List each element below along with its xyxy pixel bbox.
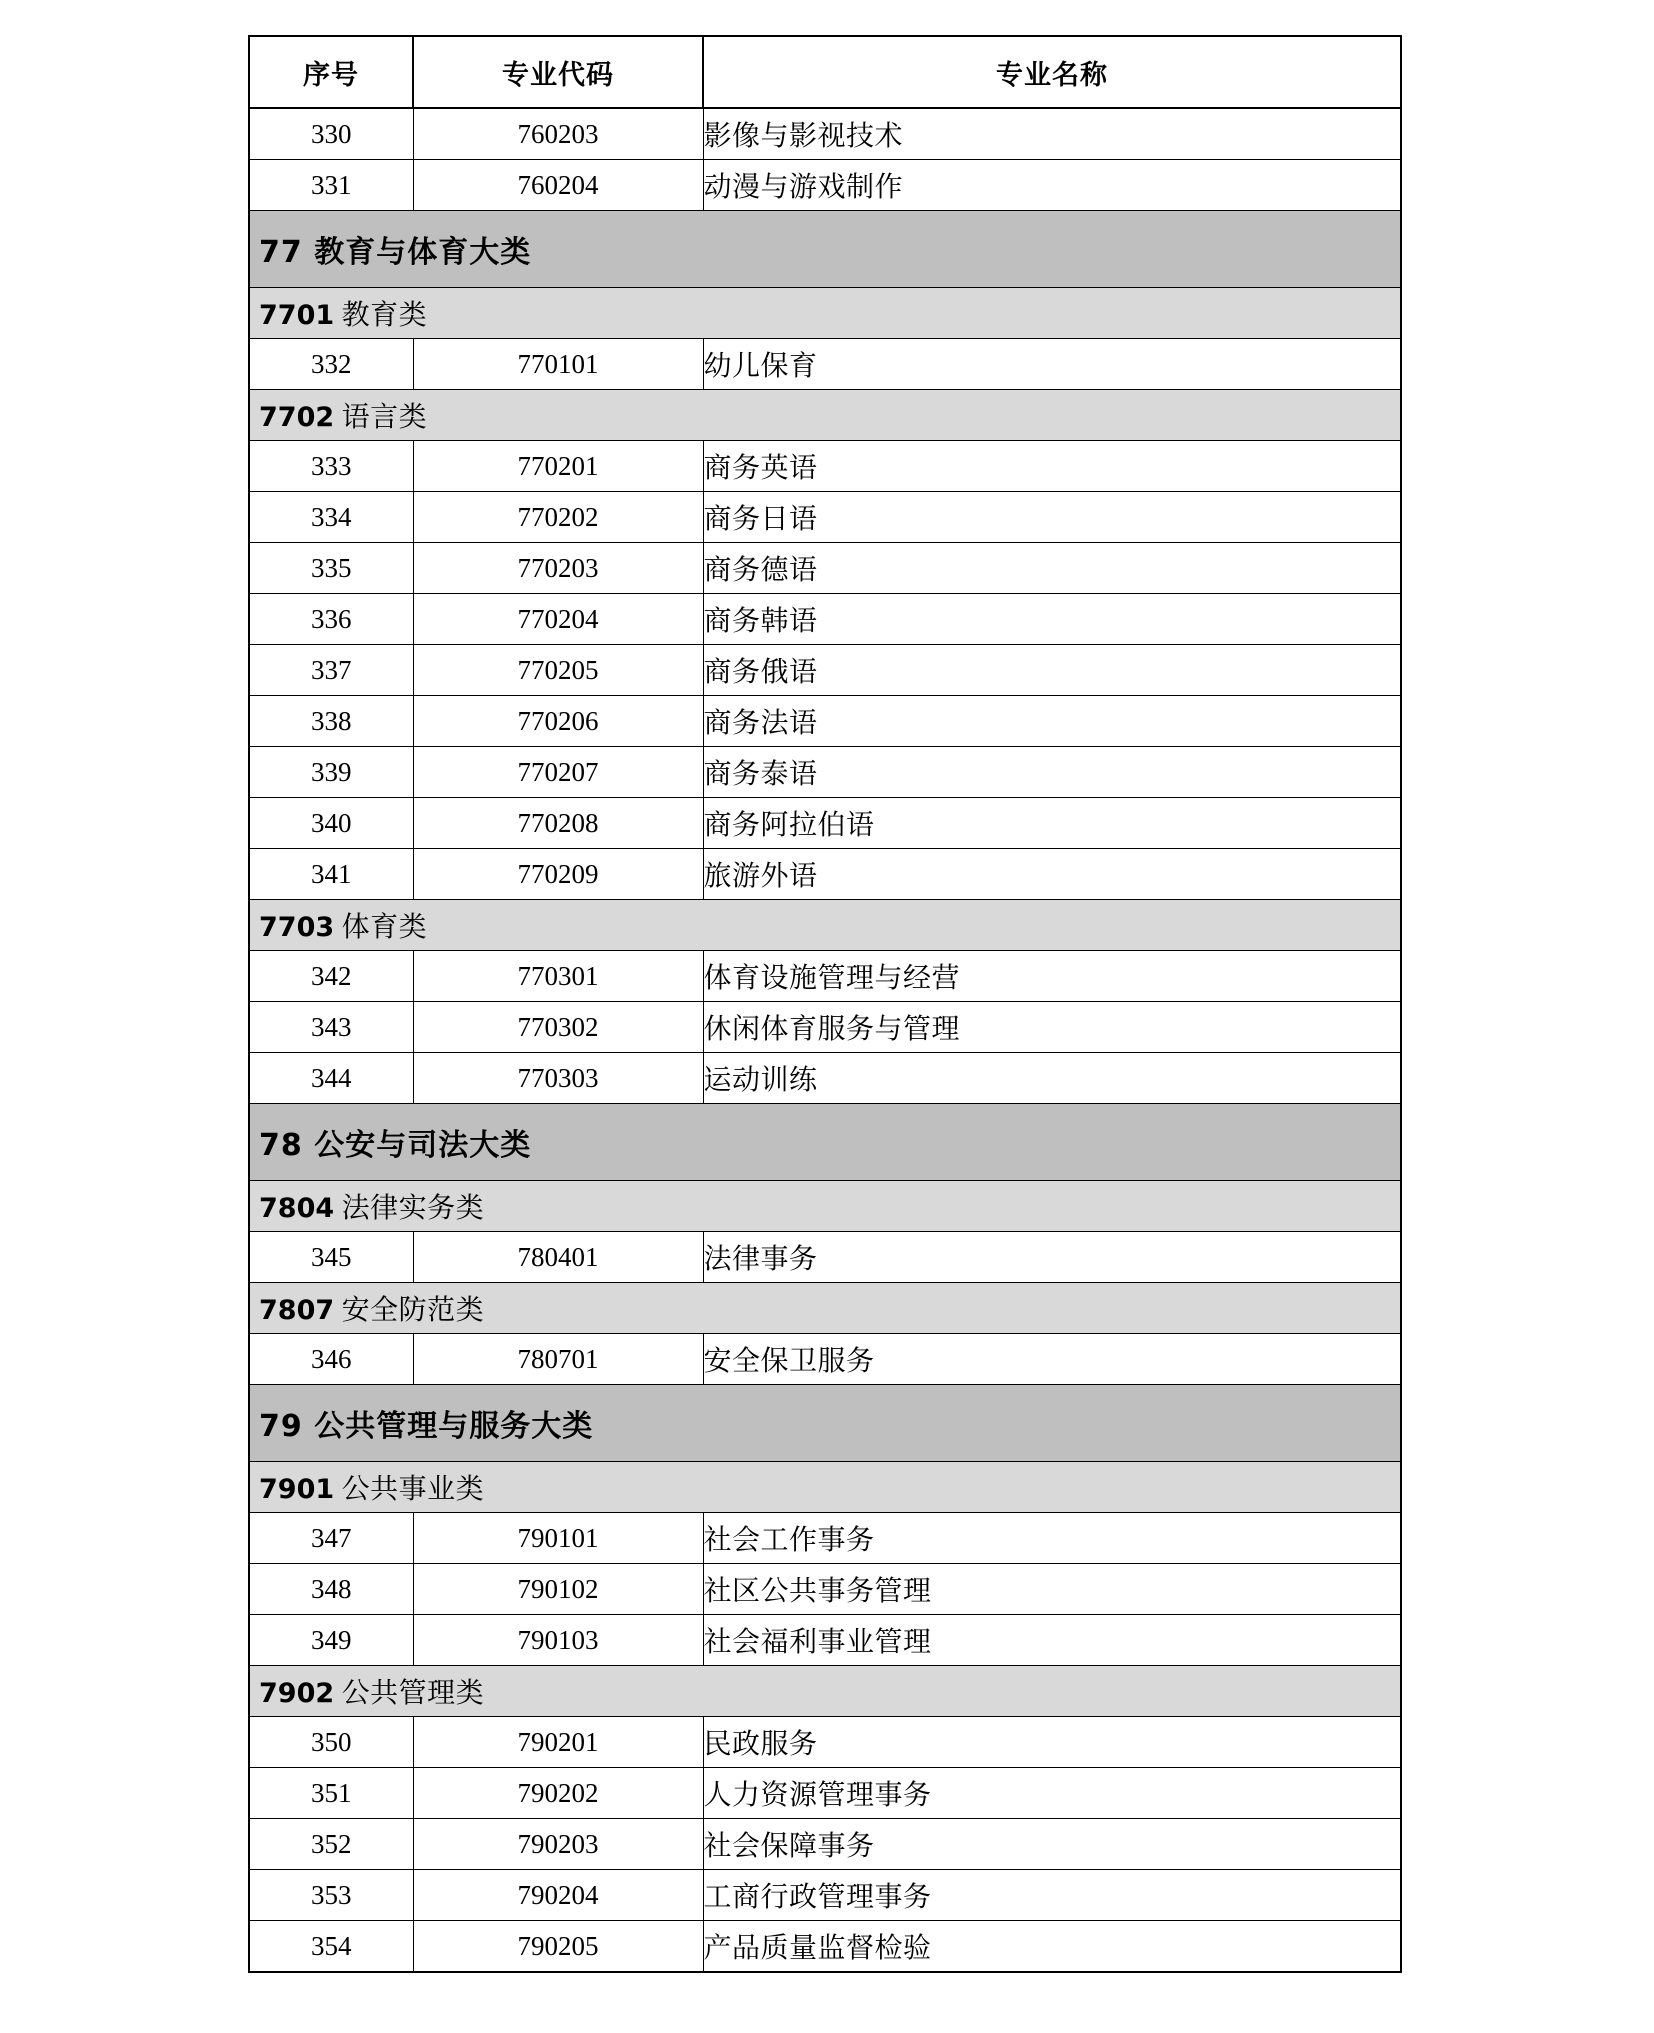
cell-major-name: 社会福利事业管理 <box>703 1615 1401 1666</box>
cell-seq: 337 <box>249 645 413 696</box>
sub-category-row <box>249 390 1401 441</box>
cell-seq: 340 <box>249 798 413 849</box>
sub-category-code: 7902 <box>259 1678 335 1709</box>
cell-major-name: 体育设施管理与经营 <box>703 951 1401 1002</box>
sub-category-name: 教育类 <box>334 300 428 331</box>
cell-seq: 350 <box>249 1717 413 1768</box>
cell-major-name: 商务日语 <box>703 492 1401 543</box>
cell-major-code: 770203 <box>413 543 703 594</box>
table-row <box>249 1564 1401 1615</box>
cell-major-code: 790102 <box>413 1564 703 1615</box>
table-row <box>249 645 1401 696</box>
sub-category-name: 语言类 <box>334 402 428 433</box>
sub-category-row <box>249 1666 1401 1717</box>
major-category-cell <box>249 1385 1401 1462</box>
cell-major-code: 770204 <box>413 594 703 645</box>
cell-seq: 335 <box>249 543 413 594</box>
table-row <box>249 951 1401 1002</box>
table-header-row <box>249 36 1401 108</box>
cell-seq: 334 <box>249 492 413 543</box>
cell-major-code: 790204 <box>413 1870 703 1921</box>
cell-major-code: 770301 <box>413 951 703 1002</box>
cell-seq: 348 <box>249 1564 413 1615</box>
cell-major-name: 工商行政管理事务 <box>703 1870 1401 1921</box>
cell-major-name: 民政服务 <box>703 1717 1401 1768</box>
cell-major-code: 770208 <box>413 798 703 849</box>
table-row <box>249 543 1401 594</box>
cell-major-name: 幼儿保育 <box>703 339 1401 390</box>
cell-seq: 346 <box>249 1334 413 1385</box>
table-body <box>249 108 1401 1972</box>
sub-category-cell <box>249 1283 1401 1334</box>
table-row <box>249 441 1401 492</box>
cell-major-name: 社区公共事务管理 <box>703 1564 1401 1615</box>
cell-major-name: 商务泰语 <box>703 747 1401 798</box>
sub-category-code: 7702 <box>259 402 335 433</box>
cell-major-code: 770205 <box>413 645 703 696</box>
cell-seq: 342 <box>249 951 413 1002</box>
table-row <box>249 798 1401 849</box>
sub-category-name: 公共事业类 <box>334 1474 485 1505</box>
table-row <box>249 1819 1401 1870</box>
table-row <box>249 108 1401 160</box>
sub-category-cell <box>249 390 1401 441</box>
table-header <box>249 36 1401 108</box>
sub-category-cell <box>249 288 1401 339</box>
sub-category-code: 7804 <box>259 1193 335 1224</box>
sub-category-name: 法律实务类 <box>334 1193 485 1224</box>
column-header-name: 专业名称 <box>703 36 1401 108</box>
cell-major-name: 产品质量监督检验 <box>703 1921 1401 1973</box>
cell-major-code: 770302 <box>413 1002 703 1053</box>
table-row <box>249 1615 1401 1666</box>
sub-category-code: 7901 <box>259 1474 335 1505</box>
table-row <box>249 1870 1401 1921</box>
cell-seq: 332 <box>249 339 413 390</box>
major-category-cell <box>249 211 1401 288</box>
cell-major-code: 770202 <box>413 492 703 543</box>
cell-major-code: 770303 <box>413 1053 703 1104</box>
cell-major-code: 790203 <box>413 1819 703 1870</box>
cell-major-name: 人力资源管理事务 <box>703 1768 1401 1819</box>
cell-seq: 336 <box>249 594 413 645</box>
cell-major-code: 790101 <box>413 1513 703 1564</box>
cell-major-name: 运动训练 <box>703 1053 1401 1104</box>
cell-seq: 331 <box>249 160 413 211</box>
table-row <box>249 1717 1401 1768</box>
cell-seq: 330 <box>249 108 413 160</box>
sub-category-code: 7703 <box>259 912 335 943</box>
cell-seq: 338 <box>249 696 413 747</box>
cell-major-name: 商务德语 <box>703 543 1401 594</box>
table-row <box>249 492 1401 543</box>
major-category-label: 79 公共管理与服务大类 <box>259 1409 594 1444</box>
major-category-label: 77 教育与体育大类 <box>259 235 532 270</box>
major-catalog-table <box>248 35 1402 1973</box>
cell-seq: 333 <box>249 441 413 492</box>
cell-major-name: 商务英语 <box>703 441 1401 492</box>
cell-major-code: 760204 <box>413 160 703 211</box>
cell-major-code: 780401 <box>413 1232 703 1283</box>
cell-major-name: 商务韩语 <box>703 594 1401 645</box>
major-category-row <box>249 1104 1401 1181</box>
cell-major-name: 休闲体育服务与管理 <box>703 1002 1401 1053</box>
cell-major-name: 社会保障事务 <box>703 1819 1401 1870</box>
sub-category-cell <box>249 1462 1401 1513</box>
major-category-label: 78 公安与司法大类 <box>259 1128 532 1163</box>
cell-major-name: 影像与影视技术 <box>703 108 1401 160</box>
cell-major-code: 790201 <box>413 1717 703 1768</box>
table-row <box>249 1921 1401 1973</box>
cell-major-name: 商务俄语 <box>703 645 1401 696</box>
table-row <box>249 696 1401 747</box>
cell-major-code: 770101 <box>413 339 703 390</box>
column-header-seq: 序号 <box>249 36 413 108</box>
sub-category-name: 体育类 <box>334 912 428 943</box>
sub-category-row <box>249 1462 1401 1513</box>
cell-major-code: 790202 <box>413 1768 703 1819</box>
cell-seq: 352 <box>249 1819 413 1870</box>
cell-major-name: 旅游外语 <box>703 849 1401 900</box>
table-row <box>249 1334 1401 1385</box>
table-row <box>249 1232 1401 1283</box>
cell-major-name: 社会工作事务 <box>703 1513 1401 1564</box>
major-category-row <box>249 211 1401 288</box>
cell-seq: 353 <box>249 1870 413 1921</box>
table-row <box>249 160 1401 211</box>
cell-major-code: 760203 <box>413 108 703 160</box>
cell-major-code: 770201 <box>413 441 703 492</box>
cell-seq: 345 <box>249 1232 413 1283</box>
cell-major-code: 790103 <box>413 1615 703 1666</box>
table-row <box>249 747 1401 798</box>
table-row <box>249 1513 1401 1564</box>
cell-seq: 349 <box>249 1615 413 1666</box>
cell-seq: 339 <box>249 747 413 798</box>
sub-category-row <box>249 900 1401 951</box>
cell-major-code: 770207 <box>413 747 703 798</box>
cell-seq: 344 <box>249 1053 413 1104</box>
sub-category-row <box>249 1181 1401 1232</box>
sub-category-cell <box>249 900 1401 951</box>
table-row <box>249 1053 1401 1104</box>
cell-major-name: 法律事务 <box>703 1232 1401 1283</box>
table-row <box>249 1002 1401 1053</box>
cell-seq: 354 <box>249 1921 413 1973</box>
cell-major-code: 790205 <box>413 1921 703 1973</box>
sub-category-code: 7807 <box>259 1295 335 1326</box>
sub-category-name: 公共管理类 <box>334 1678 485 1709</box>
cell-seq: 347 <box>249 1513 413 1564</box>
table-row <box>249 1768 1401 1819</box>
cell-major-name: 动漫与游戏制作 <box>703 160 1401 211</box>
sub-category-row <box>249 1283 1401 1334</box>
cell-major-name: 商务阿拉伯语 <box>703 798 1401 849</box>
table-row <box>249 594 1401 645</box>
cell-major-code: 770209 <box>413 849 703 900</box>
table-row <box>249 339 1401 390</box>
major-category-cell <box>249 1104 1401 1181</box>
cell-seq: 351 <box>249 1768 413 1819</box>
cell-major-name: 安全保卫服务 <box>703 1334 1401 1385</box>
sub-category-cell <box>249 1181 1401 1232</box>
cell-major-code: 770206 <box>413 696 703 747</box>
cell-seq: 343 <box>249 1002 413 1053</box>
column-header-code: 专业代码 <box>413 36 703 108</box>
sub-category-code: 7701 <box>259 300 335 331</box>
sub-category-row <box>249 288 1401 339</box>
cell-seq: 341 <box>249 849 413 900</box>
major-category-row <box>249 1385 1401 1462</box>
table-row <box>249 849 1401 900</box>
cell-major-name: 商务法语 <box>703 696 1401 747</box>
sub-category-name: 安全防范类 <box>334 1295 485 1326</box>
sub-category-cell <box>249 1666 1401 1717</box>
cell-major-code: 780701 <box>413 1334 703 1385</box>
